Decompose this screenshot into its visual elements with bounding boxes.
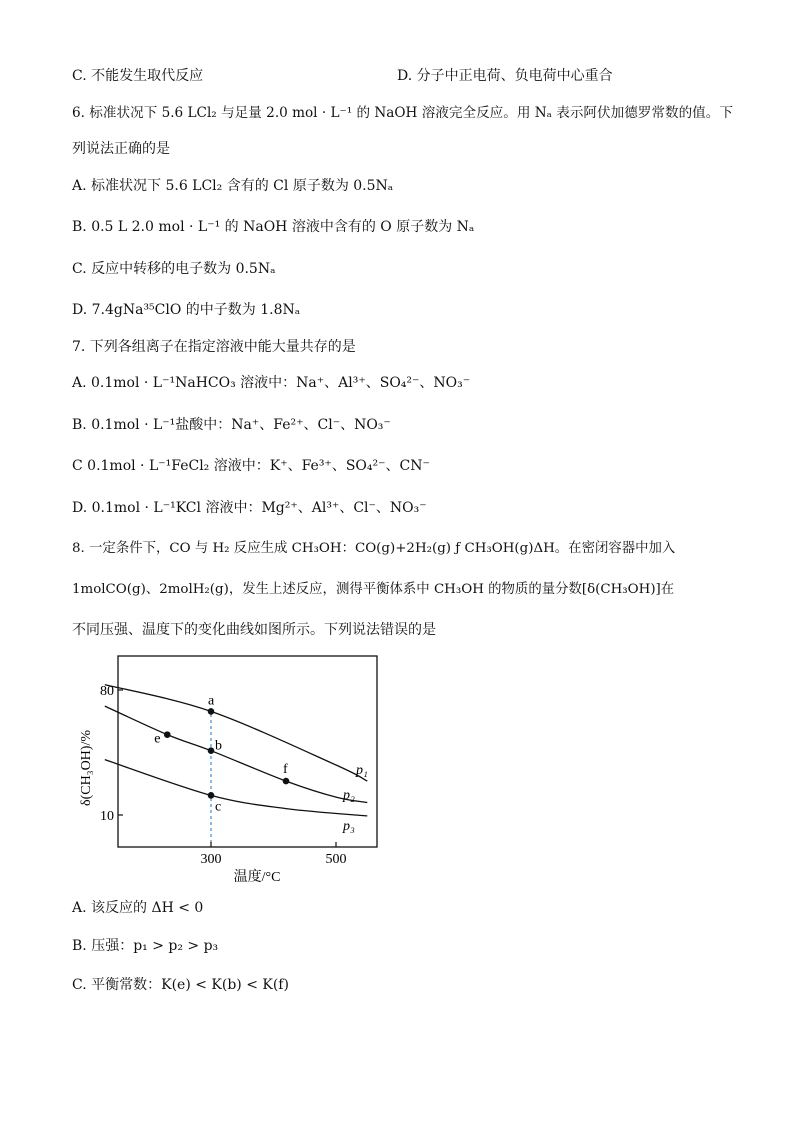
q6-option-b: B. 0.5 L 2.0 mol · L⁻¹ 的 NaOH 溶液中含有的 O 原子数为 Nₐ xyxy=(72,219,475,235)
q7-option-a: A. 0.1mol · L⁻¹NaHCO₃ 溶液中：Na⁺、Al³⁺、SO₄²⁻、NO₃⁻ xyxy=(72,375,471,391)
q8-option-a: A. 该反应的 ΔH < 0 xyxy=(72,900,204,916)
q6-stem-line1: 6. 标准状况下 5.6 LCl₂ 与足量 2.0 mol · L⁻¹ 的 NaOH 溶液完全反应。用 Nₐ 表示阿伏加德罗常数的值。下 xyxy=(72,105,733,121)
q6-option-c: C. 反应中转移的电子数为 0.5Nₐ xyxy=(72,261,276,277)
q5-option-c: C. 不能发生取代反应 xyxy=(72,68,204,84)
point-label-f: f xyxy=(283,762,288,778)
q5-option-d: D. 分子中正电荷、负电荷中心重合 xyxy=(397,68,613,84)
y-tick-label-80: 80 xyxy=(100,684,114,699)
q7-option-b: B. 0.1mol · L⁻¹盐酸中：Na⁺、Fe²⁺、Cl⁻、NO₃⁻ xyxy=(72,417,391,433)
point-c xyxy=(208,792,215,799)
q8-stem-line3: 不同压强、温度下的变化曲线如图所示。下列说法错误的是 xyxy=(72,622,436,638)
q7-stem: 7. 下列各组离子在指定溶液中能大量共存的是 xyxy=(72,339,356,355)
point-label-b: b xyxy=(215,738,222,754)
y-tick-label-10: 10 xyxy=(100,809,114,824)
q8-option-c: C. 平衡常数：K(e) < K(b) < K(f) xyxy=(72,977,289,993)
curve-p1 xyxy=(105,685,368,782)
equilibrium-chart xyxy=(70,648,390,888)
y-axis-label: δ(CH₃OH)/% xyxy=(79,729,94,807)
q6-stem-line2: 列说法正确的是 xyxy=(72,141,170,157)
x-tick-label-300: 300 xyxy=(200,852,222,867)
point-f xyxy=(283,778,290,785)
chart-frame xyxy=(118,656,377,847)
q7-option-c: C 0.1mol · L⁻¹FeCl₂ 溶液中：K⁺、Fe³⁺、SO₄²⁻、CN⁻ xyxy=(72,458,430,474)
q6-option-d: D. 7.4gNa³⁵ClO 的中子数为 1.8Nₐ xyxy=(72,302,301,318)
q7-option-d: D. 0.1mol · L⁻¹KCl 溶液中：Mg²⁺、Al³⁺、Cl⁻、NO₃⁻ xyxy=(72,500,427,516)
curve-p3 xyxy=(105,760,368,816)
q8-stem-line2: 1molCO(g)、2molH₂(g)，发生上述反应，测得平衡体系中 CH₃OH 的物质的量分数[δ(CH₃OH)]在 xyxy=(72,582,675,597)
point-a xyxy=(208,708,215,715)
x-axis-label: 温度/°C xyxy=(233,870,281,885)
point-label-e: e xyxy=(154,731,161,747)
point-e xyxy=(164,731,171,738)
series-label-p2: p₂ xyxy=(343,788,355,803)
point-b xyxy=(208,747,215,754)
q8-stem-line1: 8. 一定条件下，CO 与 H₂ 反应生成 CH₃OH：CO(g)+2H₂(g) ƒ CH₃OH(g)ΔH。在密闭容器中加入 xyxy=(72,541,676,556)
point-label-c: c xyxy=(215,799,222,815)
point-label-a: a xyxy=(208,693,215,709)
x-tick-label-500: 500 xyxy=(325,852,347,867)
q6-option-a: A. 标准状况下 5.6 LCl₂ 含有的 Cl 原子数为 0.5Nₐ xyxy=(72,178,394,194)
series-label-p3: p₃ xyxy=(343,819,355,834)
q8-option-b: B. 压强：p₁ > p₂ > p₃ xyxy=(72,938,219,954)
series-label-p1: p₁ xyxy=(356,763,368,778)
